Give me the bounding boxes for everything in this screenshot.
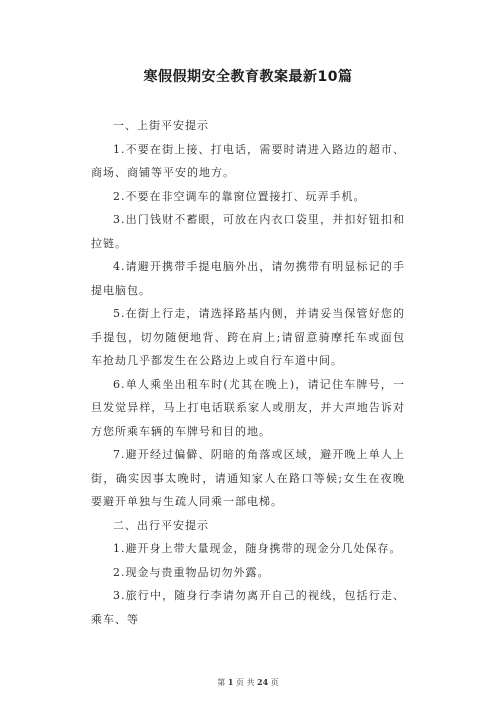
- current-page-number: 1: [227, 677, 234, 687]
- document-body: [91, 114, 405, 631]
- section-heading: 一、上街平安提示: [113, 119, 209, 132]
- paragraph: 7.避开经过偏僻、阴暗的角落或区域，避开晚上单人上街，确实因事太晚时，请通知家人在路口等候;女生在夜晚要避开单独与生疏人同乘一部电梯。: [91, 448, 405, 508]
- paragraph: 6.单人乘坐出租车时(尤其在晚上)，请记住车牌号，一旦发觉异样，马上打电话联系家人或朋友，并大声地告诉对方您所乘车辆的车牌号和目的地。: [91, 377, 405, 438]
- paragraph: 4.请避开携带手提电脑外出，请勿携带有明显标记的手提电脑包。: [91, 260, 405, 297]
- paragraph: 2.现金与贵重物品切勿外露。: [113, 565, 270, 579]
- footer-middle: 页 共: [235, 678, 255, 687]
- footer-suffix: 页: [270, 678, 279, 687]
- paragraph: 2.不要在非空调车的靠窗位置接打、玩弄手机。: [113, 189, 366, 203]
- paragraph: 3.出门钱财不蓄眼，可放在内衣口袋里，并扣好钮扣和拉链。: [91, 213, 405, 250]
- section-heading: 二、出行平安提示: [113, 518, 209, 532]
- footer-prefix: 第: [217, 678, 226, 687]
- paragraph: 3.旅行中，随身行李请勿离开自己的视线，包括行走、乘车、等: [91, 589, 405, 626]
- total-pages-number: 24: [257, 677, 269, 687]
- paragraph: 1.不要在街上接、打电话，需要时请进入路边的超市、商场、商铺等平安的地方。: [91, 142, 405, 179]
- page-footer: [0, 677, 496, 688]
- document-title: 寒假假期安全教育教案最新10篇: [143, 69, 353, 85]
- paragraph: 1.避开身上带大量现金，随身携带的现金分几处保存。: [113, 542, 402, 555]
- paragraph: 5.在街上行走，请选择路基内侧，并请妥当保管好您的手提包，切勿随便地背、跨在肩上;请留意骑摩托车或面包车抢劫几乎都发生在公路边上或自行车道中间。: [91, 307, 405, 367]
